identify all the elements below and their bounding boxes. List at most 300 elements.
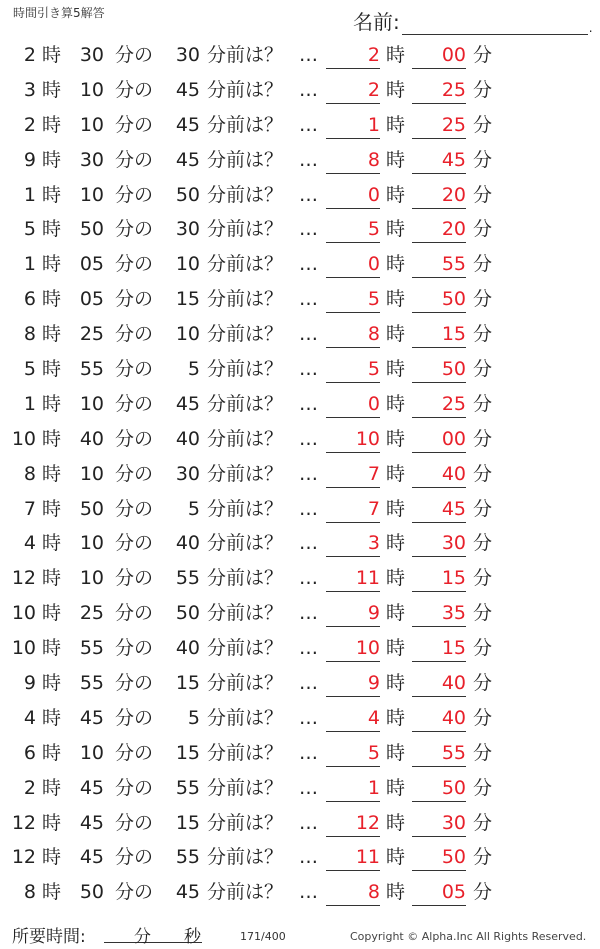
hour-unit: 時 <box>42 741 62 764</box>
subtract-minutes: 40 <box>175 427 200 450</box>
answer-minute: 50 <box>412 288 466 313</box>
problem-row <box>0 631 600 666</box>
problem-list <box>0 38 600 910</box>
answer-hour-unit: 時 <box>386 637 406 660</box>
problem-row <box>0 771 600 806</box>
subtract-minutes: 10 <box>175 253 200 276</box>
ellipsis: … <box>299 567 318 590</box>
problem-minute: 10 <box>79 392 104 415</box>
hour-unit: 時 <box>42 567 62 590</box>
answer-minute-unit: 分 <box>473 183 493 206</box>
problem-hour: 1 <box>23 253 36 276</box>
name-blank-line <box>402 12 588 35</box>
answer-minute: 35 <box>412 602 466 627</box>
ellipsis: … <box>299 253 318 276</box>
problem-minute: 10 <box>79 183 104 206</box>
problem-minute: 05 <box>79 253 104 276</box>
copyright-notice: Copyright © Alpha.Inc All Rights Reserved. <box>350 930 587 943</box>
answer-hour-unit: 時 <box>386 218 406 241</box>
problem-hour: 7 <box>23 497 36 520</box>
ellipsis: … <box>299 706 318 729</box>
subtract-minutes: 30 <box>175 44 200 66</box>
problem-minute: 45 <box>79 846 104 869</box>
minute-of-label: 分の <box>115 602 154 625</box>
problem-minute: 55 <box>79 637 104 660</box>
problem-minute: 30 <box>79 148 104 171</box>
minute-of-label: 分の <box>115 323 154 346</box>
minutes-before-question: 分前は？ <box>207 881 284 904</box>
ellipsis: … <box>299 846 318 869</box>
hour-unit: 時 <box>42 462 62 485</box>
answer-minute-unit: 分 <box>473 44 493 66</box>
answer-hour: 2 <box>326 44 380 69</box>
required-time-field <box>104 922 202 947</box>
answer-hour: 0 <box>326 393 380 418</box>
required-time-minute-unit: 分 <box>134 927 151 947</box>
answer-minute: 25 <box>412 114 466 139</box>
answer-hour-unit: 時 <box>386 602 406 625</box>
answer-minute: 00 <box>412 44 466 69</box>
problem-hour: 10 <box>11 427 36 450</box>
minute-of-label: 分の <box>115 113 154 136</box>
hour-unit: 時 <box>42 78 62 101</box>
minutes-before-question: 分前は？ <box>207 741 284 764</box>
problem-hour: 5 <box>23 358 36 381</box>
minutes-before-question: 分前は？ <box>207 706 284 729</box>
subtract-minutes: 30 <box>175 462 200 485</box>
ellipsis: … <box>299 811 318 834</box>
minute-of-label: 分の <box>115 672 154 695</box>
problem-row <box>0 736 600 771</box>
ellipsis: … <box>299 183 318 206</box>
answer-minute-unit: 分 <box>473 881 493 904</box>
answer-hour: 11 <box>326 846 380 871</box>
minutes-before-question: 分前は？ <box>207 532 284 555</box>
problem-hour: 12 <box>11 846 36 869</box>
minutes-before-question: 分前は？ <box>207 113 284 136</box>
answer-minute: 55 <box>412 742 466 767</box>
answer-minute: 25 <box>412 79 466 104</box>
subtract-minutes: 55 <box>175 846 200 869</box>
minute-of-label: 分の <box>115 462 154 485</box>
hour-unit: 時 <box>42 358 62 381</box>
problem-hour: 4 <box>23 706 36 729</box>
problem-row <box>0 282 600 317</box>
minute-of-label: 分の <box>115 288 154 311</box>
footer <box>0 918 600 948</box>
minutes-before-question: 分前は？ <box>207 567 284 590</box>
ellipsis: … <box>299 148 318 171</box>
problem-minute: 10 <box>79 741 104 764</box>
subtract-minutes: 15 <box>175 672 200 695</box>
answer-hour: 5 <box>326 288 380 313</box>
answer-minute-unit: 分 <box>473 148 493 171</box>
ellipsis: … <box>299 602 318 625</box>
problem-row <box>0 875 600 910</box>
answer-hour-unit: 時 <box>386 532 406 555</box>
minutes-before-question: 分前は？ <box>207 637 284 660</box>
problem-minute: 10 <box>79 462 104 485</box>
answer-hour-unit: 時 <box>386 462 406 485</box>
problem-row <box>0 561 600 596</box>
problem-hour: 1 <box>23 183 36 206</box>
answer-minute-unit: 分 <box>473 567 493 590</box>
answer-minute-unit: 分 <box>473 253 493 276</box>
minute-of-label: 分の <box>115 532 154 555</box>
minutes-before-question: 分前は？ <box>207 44 284 66</box>
problem-hour: 5 <box>23 218 36 241</box>
hour-unit: 時 <box>42 637 62 660</box>
hour-unit: 時 <box>42 427 62 450</box>
subtract-minutes: 5 <box>187 706 200 729</box>
required-time-second-unit: 秒 <box>184 927 201 947</box>
required-time-label: 所要時間: <box>12 927 86 947</box>
problem-hour: 6 <box>23 288 36 311</box>
problem-row <box>0 108 600 143</box>
hour-unit: 時 <box>42 881 62 904</box>
problem-minute: 50 <box>79 218 104 241</box>
problem-hour: 1 <box>23 392 36 415</box>
answer-hour-unit: 時 <box>386 253 406 276</box>
ellipsis: … <box>299 358 318 381</box>
answer-minute: 15 <box>412 323 466 348</box>
ellipsis: … <box>299 497 318 520</box>
hour-unit: 時 <box>42 113 62 136</box>
problem-row <box>0 422 600 457</box>
answer-minute: 15 <box>412 637 466 662</box>
ellipsis: … <box>299 323 318 346</box>
minute-of-label: 分の <box>115 218 154 241</box>
answer-minute: 20 <box>412 184 466 209</box>
answer-minute: 50 <box>412 846 466 871</box>
minutes-before-question: 分前は？ <box>207 846 284 869</box>
answer-minute: 15 <box>412 567 466 592</box>
answer-hour: 8 <box>326 881 380 906</box>
answer-hour-unit: 時 <box>386 113 406 136</box>
problem-row <box>0 666 600 701</box>
worksheet-title: 時間引き算5解答 <box>13 6 105 20</box>
problem-minute: 50 <box>79 497 104 520</box>
problem-minute: 10 <box>79 78 104 101</box>
answer-minute-unit: 分 <box>473 672 493 695</box>
subtract-minutes: 50 <box>175 183 200 206</box>
problem-row <box>0 247 600 282</box>
answer-minute-unit: 分 <box>473 532 493 555</box>
answer-hour: 1 <box>326 777 380 802</box>
answer-hour: 12 <box>326 812 380 837</box>
ellipsis: … <box>299 776 318 799</box>
answer-hour-unit: 時 <box>386 741 406 764</box>
answer-minute-unit: 分 <box>473 392 493 415</box>
problem-row <box>0 596 600 631</box>
answer-minute-unit: 分 <box>473 78 493 101</box>
answer-minute: 20 <box>412 218 466 243</box>
answer-minute: 40 <box>412 707 466 732</box>
hour-unit: 時 <box>42 253 62 276</box>
problem-hour: 12 <box>11 811 36 834</box>
problem-row <box>0 492 600 527</box>
ellipsis: … <box>299 881 318 904</box>
minute-of-label: 分の <box>115 706 154 729</box>
hour-unit: 時 <box>42 811 62 834</box>
hour-unit: 時 <box>42 532 62 555</box>
answer-minute-unit: 分 <box>473 776 493 799</box>
ellipsis: … <box>299 741 318 764</box>
problem-minute: 55 <box>79 358 104 381</box>
minute-of-label: 分の <box>115 811 154 834</box>
answer-minute: 55 <box>412 253 466 278</box>
answer-hour-unit: 時 <box>386 427 406 450</box>
problem-hour: 2 <box>23 776 36 799</box>
minute-of-label: 分の <box>115 741 154 764</box>
problem-row <box>0 178 600 213</box>
minute-of-label: 分の <box>115 44 154 66</box>
problem-row <box>0 212 600 247</box>
answer-hour-unit: 時 <box>386 183 406 206</box>
minutes-before-question: 分前は？ <box>207 183 284 206</box>
answer-minute-unit: 分 <box>473 811 493 834</box>
hour-unit: 時 <box>42 183 62 206</box>
subtract-minutes: 55 <box>175 776 200 799</box>
answer-minute-unit: 分 <box>473 113 493 136</box>
answer-minute-unit: 分 <box>473 462 493 485</box>
answer-minute-unit: 分 <box>473 602 493 625</box>
problem-hour: 6 <box>23 741 36 764</box>
answer-hour: 4 <box>326 707 380 732</box>
hour-unit: 時 <box>42 44 62 66</box>
answer-hour: 10 <box>326 637 380 662</box>
problem-minute: 10 <box>79 113 104 136</box>
answer-hour: 5 <box>326 358 380 383</box>
name-field <box>353 6 593 35</box>
answer-hour-unit: 時 <box>386 776 406 799</box>
minutes-before-question: 分前は？ <box>207 811 284 834</box>
problem-hour: 2 <box>23 44 36 66</box>
subtract-minutes: 55 <box>175 567 200 590</box>
minute-of-label: 分の <box>115 148 154 171</box>
problem-minute: 10 <box>79 532 104 555</box>
answer-minute-unit: 分 <box>473 323 493 346</box>
answer-hour: 11 <box>326 567 380 592</box>
answer-hour-unit: 時 <box>386 567 406 590</box>
problem-row <box>0 387 600 422</box>
problem-minute: 45 <box>79 811 104 834</box>
ellipsis: … <box>299 427 318 450</box>
ellipsis: … <box>299 672 318 695</box>
minutes-before-question: 分前は？ <box>207 218 284 241</box>
answer-hour: 7 <box>326 463 380 488</box>
answer-hour-unit: 時 <box>386 78 406 101</box>
problem-minute: 40 <box>79 427 104 450</box>
answer-minute-unit: 分 <box>473 358 493 381</box>
ellipsis: … <box>299 288 318 311</box>
minutes-before-question: 分前は？ <box>207 462 284 485</box>
answer-minute-unit: 分 <box>473 497 493 520</box>
answer-hour-unit: 時 <box>386 288 406 311</box>
subtract-minutes: 45 <box>175 881 200 904</box>
answer-hour: 1 <box>326 114 380 139</box>
answer-hour-unit: 時 <box>386 358 406 381</box>
minutes-before-question: 分前は？ <box>207 392 284 415</box>
answer-hour-unit: 時 <box>386 881 406 904</box>
answer-minute: 50 <box>412 358 466 383</box>
answer-minute-unit: 分 <box>473 741 493 764</box>
problem-row <box>0 143 600 178</box>
subtract-minutes: 50 <box>175 602 200 625</box>
answer-minute: 40 <box>412 672 466 697</box>
answer-hour: 5 <box>326 218 380 243</box>
answer-minute: 45 <box>412 498 466 523</box>
answer-minute: 25 <box>412 393 466 418</box>
minute-of-label: 分の <box>115 497 154 520</box>
minute-of-label: 分の <box>115 427 154 450</box>
answer-hour: 8 <box>326 323 380 348</box>
subtract-minutes: 15 <box>175 811 200 834</box>
problem-minute: 45 <box>79 706 104 729</box>
subtract-minutes: 40 <box>175 532 200 555</box>
minutes-before-question: 分前は？ <box>207 253 284 276</box>
answer-minute: 05 <box>412 881 466 906</box>
subtract-minutes: 45 <box>175 113 200 136</box>
minute-of-label: 分の <box>115 358 154 381</box>
answer-hour: 9 <box>326 672 380 697</box>
problem-row <box>0 317 600 352</box>
hour-unit: 時 <box>42 148 62 171</box>
answer-hour: 3 <box>326 532 380 557</box>
answer-hour-unit: 時 <box>386 44 406 66</box>
problem-row <box>0 701 600 736</box>
subtract-minutes: 45 <box>175 392 200 415</box>
minutes-before-question: 分前は？ <box>207 78 284 101</box>
hour-unit: 時 <box>42 706 62 729</box>
problem-row <box>0 806 600 841</box>
answer-minute-unit: 分 <box>473 218 493 241</box>
problem-minute: 45 <box>79 776 104 799</box>
subtract-minutes: 15 <box>175 741 200 764</box>
subtract-minutes: 15 <box>175 288 200 311</box>
problem-hour: 2 <box>23 113 36 136</box>
hour-unit: 時 <box>42 846 62 869</box>
minute-of-label: 分の <box>115 78 154 101</box>
ellipsis: … <box>299 637 318 660</box>
problem-hour: 9 <box>23 672 36 695</box>
answer-hour-unit: 時 <box>386 497 406 520</box>
answer-hour-unit: 時 <box>386 392 406 415</box>
problem-row <box>0 73 600 108</box>
answer-minute: 45 <box>412 149 466 174</box>
hour-unit: 時 <box>42 672 62 695</box>
problem-row <box>0 457 600 492</box>
answer-minute-unit: 分 <box>473 846 493 869</box>
problem-hour: 10 <box>11 637 36 660</box>
name-end-mark: . <box>588 21 593 35</box>
problem-hour: 4 <box>23 532 36 555</box>
problem-row <box>0 840 600 875</box>
ellipsis: … <box>299 462 318 485</box>
problem-row <box>0 38 600 73</box>
hour-unit: 時 <box>42 776 62 799</box>
minute-of-label: 分の <box>115 881 154 904</box>
answer-hour: 0 <box>326 184 380 209</box>
subtract-minutes: 30 <box>175 218 200 241</box>
answer-minute-unit: 分 <box>473 288 493 311</box>
answer-hour: 7 <box>326 498 380 523</box>
subtract-minutes: 45 <box>175 78 200 101</box>
answer-hour-unit: 時 <box>386 148 406 171</box>
answer-minute: 40 <box>412 463 466 488</box>
subtract-minutes: 45 <box>175 148 200 171</box>
minute-of-label: 分の <box>115 637 154 660</box>
minutes-before-question: 分前は？ <box>207 358 284 381</box>
minutes-before-question: 分前は？ <box>207 323 284 346</box>
minute-of-label: 分の <box>115 183 154 206</box>
answer-minute: 50 <box>412 777 466 802</box>
answer-hour-unit: 時 <box>386 706 406 729</box>
problem-minute: 10 <box>79 567 104 590</box>
answer-minute-unit: 分 <box>473 706 493 729</box>
subtract-minutes: 5 <box>187 358 200 381</box>
hour-unit: 時 <box>42 392 62 415</box>
answer-hour: 9 <box>326 602 380 627</box>
problem-hour: 8 <box>23 881 36 904</box>
problem-hour: 8 <box>23 462 36 485</box>
minute-of-label: 分の <box>115 392 154 415</box>
ellipsis: … <box>299 113 318 136</box>
problem-hour: 8 <box>23 323 36 346</box>
ellipsis: … <box>299 78 318 101</box>
problem-minute: 30 <box>79 44 104 66</box>
answer-hour: 5 <box>326 742 380 767</box>
answer-hour: 8 <box>326 149 380 174</box>
subtract-minutes: 10 <box>175 323 200 346</box>
ellipsis: … <box>299 218 318 241</box>
answer-hour-unit: 時 <box>386 811 406 834</box>
ellipsis: … <box>299 532 318 555</box>
minutes-before-question: 分前は？ <box>207 672 284 695</box>
name-label: 名前: <box>353 10 400 34</box>
answer-hour: 0 <box>326 253 380 278</box>
answer-minute: 00 <box>412 428 466 453</box>
answer-minute: 30 <box>412 812 466 837</box>
minute-of-label: 分の <box>115 567 154 590</box>
problem-row <box>0 526 600 561</box>
problem-hour: 10 <box>11 602 36 625</box>
hour-unit: 時 <box>42 323 62 346</box>
hour-unit: 時 <box>42 602 62 625</box>
subtract-minutes: 5 <box>187 497 200 520</box>
problem-hour: 12 <box>11 567 36 590</box>
minute-of-label: 分の <box>115 776 154 799</box>
minute-of-label: 分の <box>115 846 154 869</box>
minutes-before-question: 分前は？ <box>207 602 284 625</box>
answer-hour: 10 <box>326 428 380 453</box>
problem-row <box>0 352 600 387</box>
minute-of-label: 分の <box>115 253 154 276</box>
minutes-before-question: 分前は？ <box>207 427 284 450</box>
subtract-minutes: 40 <box>175 637 200 660</box>
ellipsis: … <box>299 44 318 66</box>
problem-minute: 05 <box>79 288 104 311</box>
problem-minute: 50 <box>79 881 104 904</box>
answer-minute: 30 <box>412 532 466 557</box>
answer-hour-unit: 時 <box>386 846 406 869</box>
minutes-before-question: 分前は？ <box>207 497 284 520</box>
minutes-before-question: 分前は？ <box>207 148 284 171</box>
problem-minute: 55 <box>79 672 104 695</box>
ellipsis: … <box>299 392 318 415</box>
answer-hour: 2 <box>326 79 380 104</box>
minutes-before-question: 分前は？ <box>207 776 284 799</box>
